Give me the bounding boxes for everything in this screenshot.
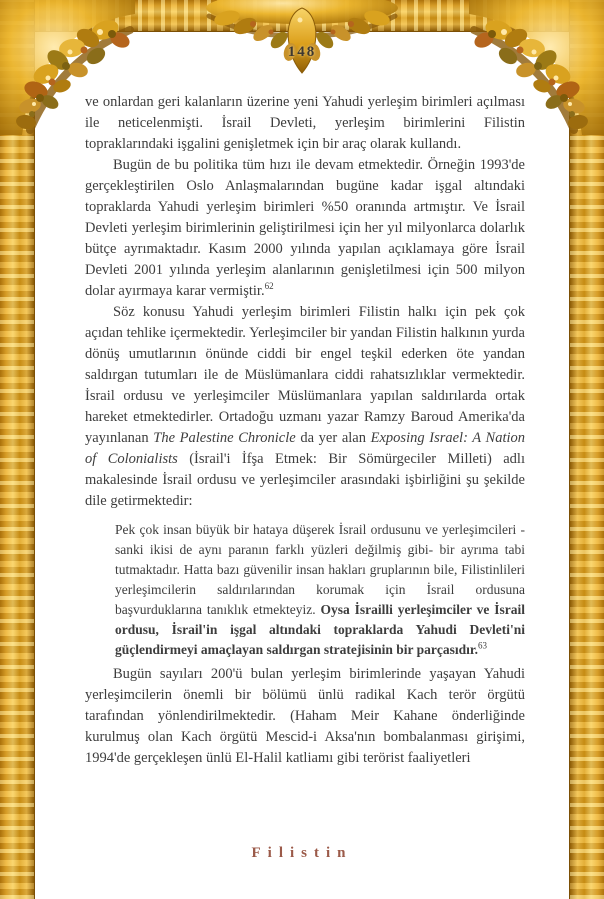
text-segment: ve onlardan geri kalanların üzerine yeni Yahudi yerleşim birimleri açılması ile neticelenmişti. İsrail Devleti, yerleşim birimlerini Filistin topraklarındaki işgalini genişletmek için bir araç olarak kullandı. — [85, 94, 525, 152]
frame-center-ornament — [197, 0, 407, 80]
paragraph — [85, 92, 525, 155]
text-segment: The Palestine Chronicle — [153, 430, 296, 446]
text-segment: Bugün sayıları 200'ü bulan yerleşim birimlerinde yaşayan Yahudi yerleşimcilerin önemli bir bölümü ünlü radikal Kach terör örgütü tarafından yönlendirilmektedir. (Haham Meir Kahane önderliğinde kurulmuş olan Kach örgütü Mescid-i Aksa'nın bombalanması girişimi, 1994'de gerçekleşen ünlü El-Halil katliamı gibi terörist faaliyetleri — [85, 666, 525, 766]
text-segment: (İsrail'i İfşa Etmek: Bir Sömürgeciler Milleti) adlı makalesinde İsrail ordusu ve yerleşimciler arasındaki işbirliğini şu şekilde dile getirmektedir: — [85, 451, 525, 509]
page-number: 148 — [287, 44, 317, 60]
block-quote — [115, 520, 525, 660]
text-container — [85, 92, 525, 769]
text-segment: da yer alan — [295, 430, 371, 446]
paragraph — [85, 155, 525, 302]
text-segment: Exposing Israel: A Nation of Colonialists — [85, 430, 525, 467]
text-segment: Söz konusu Yahudi yerleşim birimleri Filistin halkı için pek çok açıdan tehlike içermektedir. Yerleşimciler bir yandan Filistin halkının yurda dönüş umutlarının önünde ciddi bir engel teşkil ederken öte yandan saldırgan tutumları ile de Müslümanlara ciddi rahatsızlıklar vermektedir. İsrail ordusu ve yerleşimciler Müslümanlara yapılan saldırılarda ortak hareket etmektedirler. Ortadoğu uzmanı yazar Ramzy Baroud Amerika'da yayınlanan — [85, 304, 525, 446]
footnote-reference: 62 — [264, 281, 274, 292]
text-segment: Pek çok insan büyük bir hataya düşerek İsrail ordusunu ve yerleşimcileri -sanki ikisi de aynı paranın farklı yüzleri değilmiş gibi- bir ayrıma tabi tutmaktadır. Hatta bazı güvenilir insan hakları gruplarının bile, Filistinlileri yerleşimcilerin saldırılarından korumak için İsrail ordusuna başvurduklarına tanıklık etmekteyiz. — [115, 522, 525, 617]
footer-title: Filistin — [251, 845, 353, 861]
text-segment: Bugün de bu politika tüm hızı ile devam etmektedir. Örneğin 1993'de gerçekleştirilen Oslo Anlaşmalarından bugüne kadar işgal altındaki topraklarda Yahudi yerleşim birimleri %50 oranında artmıştır. Ve İsrail Devleti yerleşim birimlerinin geliştirilmesi için her yıl milyonlarca dolarlık bütçe ayrımaktadır. Kasım 2000 yılında yapılan açıklamaya göre İsrail Devleti 2001 yılında yerleşim alanlarının genişletilmesi için 500 milyon dolar ayırmaya karar vermiştir. — [85, 157, 525, 299]
paragraph — [85, 664, 525, 769]
paragraph — [85, 302, 525, 512]
text-segment: Oysa İsrailli yerleşimciler ve İsrail ordusu, İsrail'in işgal altındaki topraklarda Yahudi Devleti'ni güçlendirmeyi amaçlayan saldırgan stratejisinin bir parçasıdır. — [115, 602, 525, 657]
footnote-reference: 63 — [478, 640, 488, 651]
